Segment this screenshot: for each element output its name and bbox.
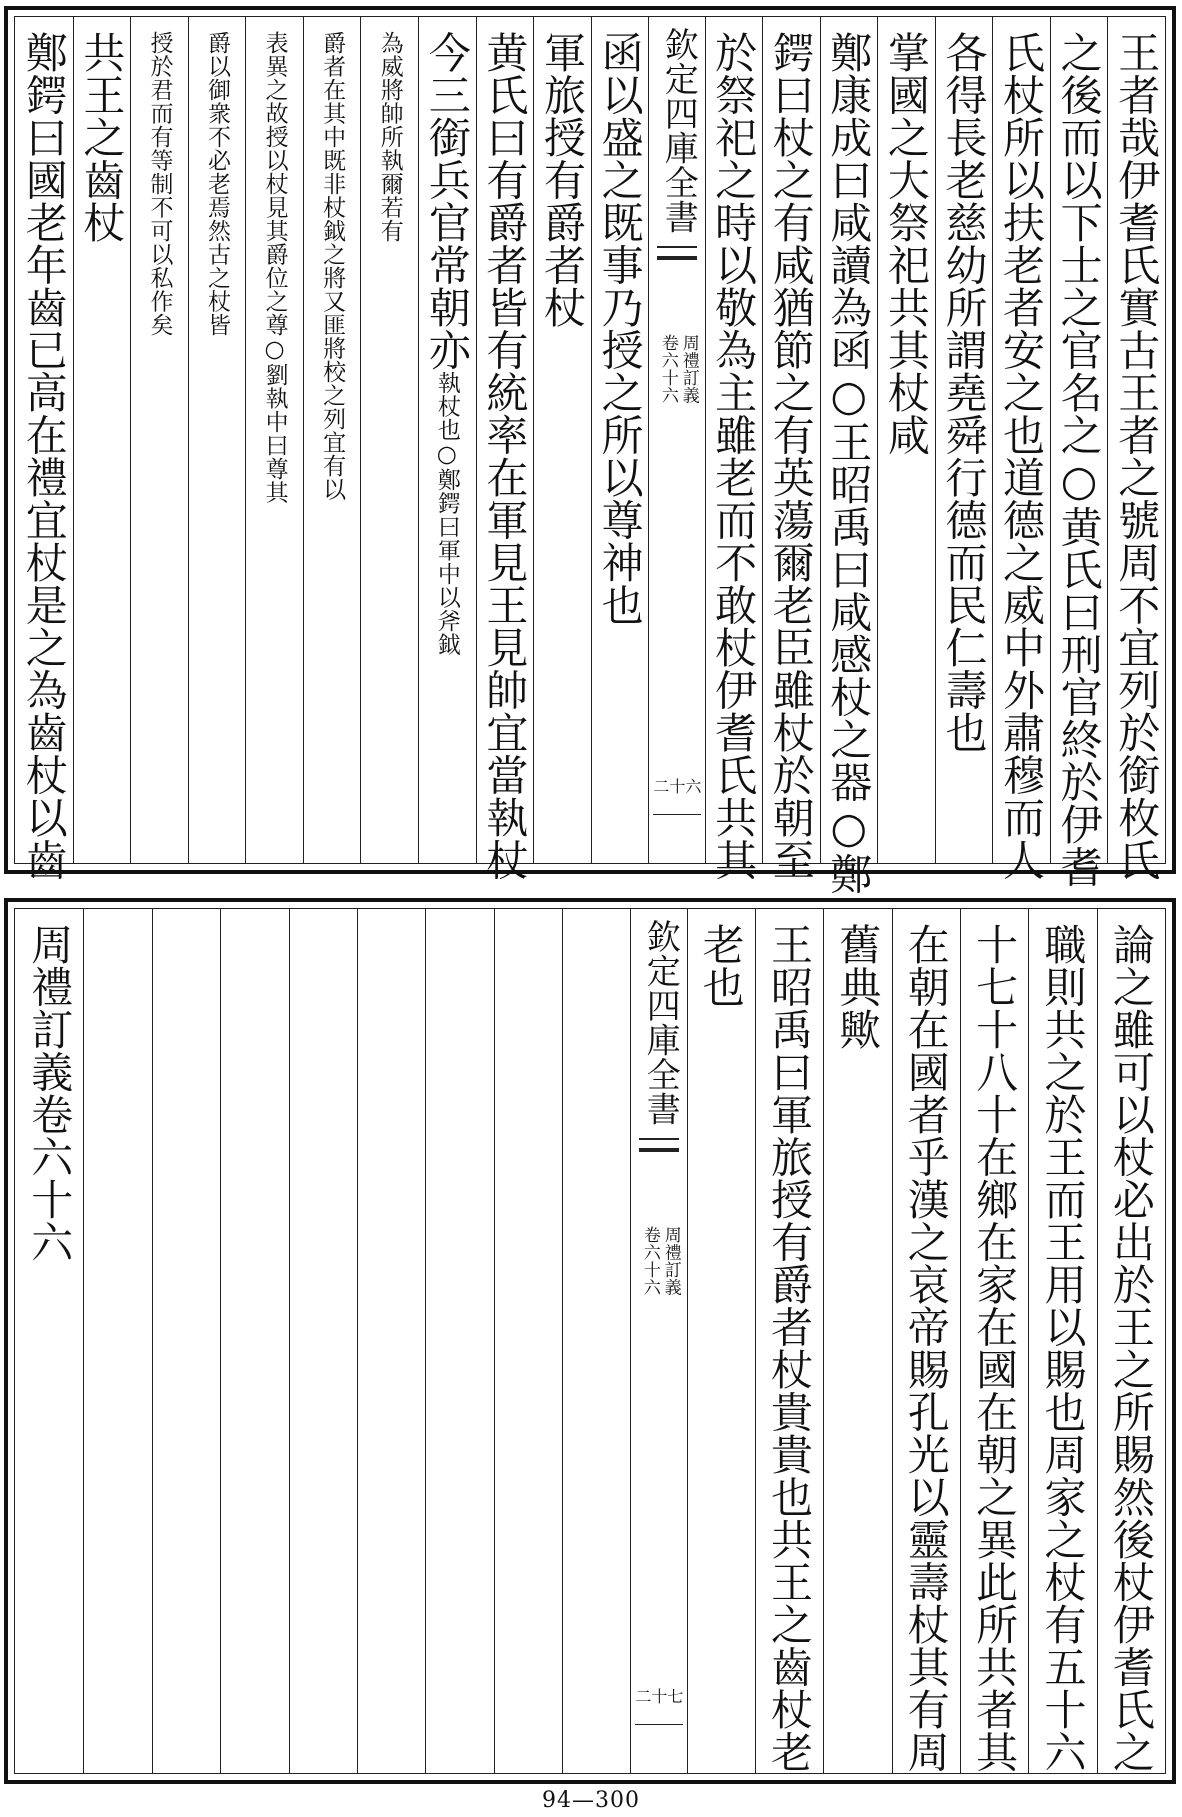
column-text: 軍旅授有爵者杖 [537,31,587,329]
center-sub-right: 周禮訂義 [660,1226,681,1296]
text-column [418,17,476,863]
page-top-frame [14,16,1166,895]
text-column [755,909,823,1773]
fish-tail-mark-icon [639,1138,679,1156]
column-rule [533,17,534,863]
column-rule [1097,909,1098,1773]
column-text: 老也 [696,923,746,1008]
text-column [533,17,591,863]
column-rule [130,17,131,863]
column-rule [960,909,961,1773]
column-rule [935,17,936,863]
column-text: 於祭祀之時以敬為主雖老而不敢杖伊耆氏共其 [709,31,759,881]
column-text: 鄭康成曰咸讀為函○王昭禹曰咸感杖之器○鄭 [824,31,874,895]
text-column [820,17,878,895]
text-column [245,17,303,863]
center-fold-column [648,17,706,863]
leaf-number: 二十六 [653,777,702,796]
column-rule [1050,17,1051,863]
column-rule [992,17,993,863]
text-column [152,909,220,1773]
center-sub-right: 周禮訂義 [678,334,699,404]
center-bracket [653,814,701,815]
page-top [4,6,1176,895]
page-bottom [4,898,1176,1784]
column-text: 在朝在國者乎漢之哀帝賜孔光以靈壽杖其有周 [901,923,951,1773]
column-text: 職則共之於王而王用以賜也周家之杖有五十六 [1038,923,1088,1773]
column-text: 氏杖所以扶老者安之也道德之威中外肅穆而人 [997,31,1047,881]
text-column [289,909,357,1773]
column-text: 各得長老慈幼所謂堯舜行德而民仁壽也 [939,31,989,754]
text-column [823,909,891,1773]
column-rule [303,17,304,863]
column-rule [188,17,189,863]
column-text: 舊典歟 [833,923,883,1051]
text-column [1107,17,1165,881]
column-text: 今三銜兵官常朝亦執杖也○鄭鍔曰軍中以斧鉞 [422,31,472,656]
center-fold-column [630,909,688,1773]
page-bottom-frame [14,908,1166,1774]
column-rule [877,17,878,863]
text-column [73,17,131,863]
text-column [83,909,151,1773]
text-column [188,17,246,863]
text-column [360,17,418,863]
text-column [686,909,754,1773]
column-rule [762,17,763,863]
text-column [960,909,1028,1773]
text-column [303,17,361,863]
column-text: 鍔曰杖之有咸猶節之有英蕩爾老臣雖杖於朝至 [766,31,816,881]
center-bracket [635,1724,683,1725]
column-text: 十七十八十在鄉在家在國在朝之異此所共者其 [970,923,1020,1773]
text-column [130,17,188,863]
column-rule [823,909,824,1773]
column-text: 王者哉伊耆氏實古王者之號周不宜列於銜枚氏 [1112,31,1162,881]
center-title: 欽定四庫全書 [640,919,681,1126]
text-column [357,909,425,1773]
column-rule [591,17,592,863]
column-rule [892,909,893,1773]
column-rule [755,909,756,1773]
text-column [220,909,288,1773]
column-rule [425,909,426,1773]
text-column [992,17,1050,881]
center-subtitle [631,1226,687,1296]
column-text: 周禮訂義卷六十六 [25,923,75,1263]
center-title: 欽定四庫全書 [658,27,699,234]
leaf-number: 二十七 [635,1687,684,1706]
column-rule [83,909,84,1773]
column-text: 王昭禹曰軍旅授有爵者杖貴貴也共王之齒杖老 [764,923,814,1773]
column-text: 函以盛之既事乃授之所以尊神也 [595,31,645,626]
column-text: 表異之故授以杖見其爵位之尊○劉執中曰尊其 [261,31,288,504]
column-text: 共王之齒杖 [77,31,127,244]
text-column [892,909,960,1773]
center-sub-left: 卷六十六 [639,1226,660,1296]
text-column [1050,17,1108,888]
column-text: 爵者在其中既非杖鉞之將又匪將校之列宜有以 [319,31,346,501]
column-text: 鄭鍔曰國老年齒已高在禮宜杖是之為齒杖以齒 [19,31,69,881]
text-column [494,909,562,1773]
column-rule [494,909,495,1773]
column-rule [220,909,221,1773]
column-rule [73,17,74,863]
column-rule [418,17,419,863]
column-rule [562,909,563,1773]
fish-tail-mark-icon [657,246,697,264]
column-text: 爵以御衆不必老焉然古之杖皆 [204,31,231,337]
column-rule [360,17,361,863]
text-column [476,17,534,881]
text-column [591,17,649,863]
column-rule [1028,909,1029,1773]
center-subtitle [649,334,705,404]
column-text: 授於君而有等制不可以私作矣 [146,31,173,337]
center-sub-left: 卷六十六 [657,334,678,404]
text-column [15,909,83,1773]
text-column [425,909,493,1773]
text-column [877,17,935,863]
column-rule [476,17,477,863]
column-rule [1107,17,1108,863]
column-rule [357,909,358,1773]
text-column [562,909,630,1773]
column-rule [820,17,821,863]
column-rule [245,17,246,863]
column-rule [289,909,290,1773]
page-footer-number: 94—300 [542,1788,640,1813]
text-column [704,17,762,881]
column-text: 黄氏曰有爵者皆有統率在軍見王見帥宜當執杖 [480,31,530,881]
text-column [15,17,73,881]
column-text: 論之雖可以杖必出於王之所賜然後杖伊耆氏之 [1106,923,1156,1773]
column-text: 為威將帥所執爾若有 [376,31,403,243]
column-rule [152,909,153,1773]
text-column [762,17,820,881]
text-column [1097,909,1165,1773]
text-column [1028,909,1096,1773]
text-column [935,17,993,863]
column-text: 之後而以下士之官名之○黄氏曰刑官終於伊耆 [1054,31,1104,888]
column-text: 掌國之大祭祀共其杖咸 [881,31,931,456]
